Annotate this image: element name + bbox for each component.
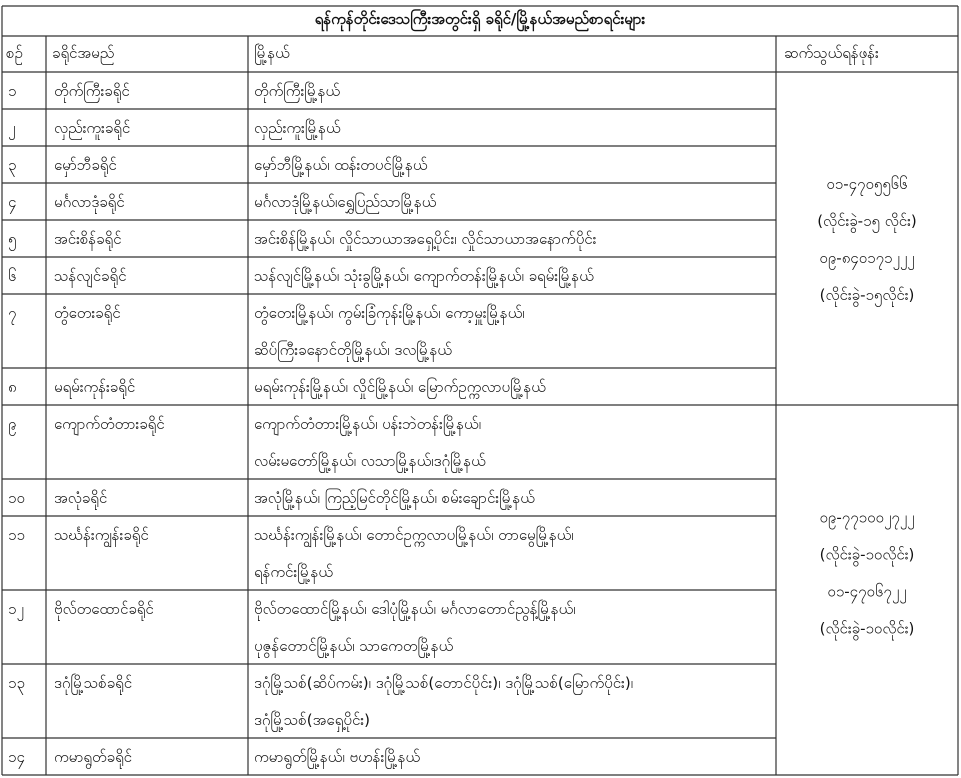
district-name: ဒဂုံမြို့သစ်ခရိုင် xyxy=(54,674,133,692)
row-number: ၃ xyxy=(8,156,17,174)
district-name: မှော်ဘီခရိုင် xyxy=(54,156,117,174)
contact-phone: ၀၉-၈၄၀၁၇၁၂၂၂ xyxy=(819,249,915,267)
district-name: တိုက်ကြီးခရိုင် xyxy=(54,82,130,100)
district-name: သန်လျင်ခရိုင် xyxy=(54,267,127,285)
township-list: ဆိပ်ကြီးခနောင်တိုမြို့နယ်၊ ဒလမြို့နယ် xyxy=(254,341,452,359)
township-list: တွံတေးမြို့နယ်၊ ကွမ်းခြံကုန်းမြို့နယ်၊ ကော့မှူးမြို့နယ်၊ xyxy=(254,304,525,322)
contact-phone: (လိုင်းခွဲ-၁၅လိုင်း) xyxy=(819,286,915,304)
row-number: ၁ xyxy=(8,82,17,100)
township-list: တိုက်ကြီးမြို့နယ် xyxy=(254,82,341,100)
contact-phone: ၀၁-၄၇၀၆၇၂၂ xyxy=(827,582,907,601)
township-list: ဒဂုံမြို့သစ်(ဆိပ်ကမ်း)၊ ဒဂုံမြို့သစ်(တောင်ပိုင်း)၊ ဒဂုံမြို့သစ်(မြောက်ပိုင်း)၊ xyxy=(254,674,634,692)
row-number: ၂ xyxy=(8,119,16,137)
district-name: ကမာရွတ်ခရိုင် xyxy=(54,748,133,766)
township-list: မင်္ဂလာဒုံမြို့နယ်၊ရွှေပြည်သာမြို့နယ် xyxy=(254,193,437,211)
township-list: ဒဂုံမြို့သစ်(အရှေ့ပိုင်း) xyxy=(254,711,370,729)
township-list: လမ်းမတော်မြို့နယ်၊ လသာမြို့နယ်၊ဒဂုံမြို့နယ် xyxy=(254,452,486,470)
row-number: ၁၀ xyxy=(8,489,25,507)
row-number: ၆ xyxy=(8,267,17,285)
district-name: လှည်းကူးခရိုင် xyxy=(54,119,131,137)
header-district: ခရိုင်အမည် xyxy=(52,44,115,62)
contact-phone: (လိုင်းခွဲ-၁၀လိုင်း) xyxy=(819,619,915,638)
township-list: သန်လျင်မြို့နယ်၊ သုံးခွမြို့နယ်၊ ကျောက်တန်းမြို့နယ်၊ ခရမ်းမြို့နယ် xyxy=(254,267,594,285)
header-township: မြို့နယ် xyxy=(254,44,290,62)
header-contact: ဆက်သွယ်ရန်ဖုန်း xyxy=(784,44,879,62)
district-name: တွံတေးခရိုင် xyxy=(54,304,121,322)
township-list: အလုံမြို့နယ်၊ ကြည့်မြင်တိုင်မြို့နယ်၊ စမ်းချောင်းမြို့နယ် xyxy=(254,489,535,507)
district-name: မရမ်းကုန်းခရိုင် xyxy=(54,378,136,396)
district-name: အင်းစိန်ခရိုင် xyxy=(54,230,122,248)
row-number: ၁၄ xyxy=(8,748,25,766)
township-list: ကမာရွတ်မြို့နယ်၊ ဗဟန်းမြို့နယ် xyxy=(254,748,421,766)
contact-phone: ၀၁-၄၇၀၅၅၆၆ xyxy=(826,175,908,193)
township-list: ဗိုလ်တထောင်မြို့နယ်၊ ဒေါပုံမြို့နယ်၊ မင်္ဂလာတောင်ညွန့်မြို့နယ်၊ xyxy=(254,600,576,618)
township-list: ပုဇွန်တောင်မြို့နယ်၊ သာကေတမြို့နယ် xyxy=(254,637,454,655)
district-name: ကျောက်တံတားခရိုင် xyxy=(54,415,165,433)
township-list: အင်းစိန်မြို့နယ်၊ လှိုင်သာယာအရှေ့ပိုင်း၊ လှိုင်သာယာအနောက်ပိုင်း xyxy=(254,230,597,248)
row-number: ၁၂ xyxy=(8,600,24,618)
row-number: ၁၁ xyxy=(8,526,25,544)
row-number: ၅ xyxy=(8,230,17,248)
row-number: ၄ xyxy=(8,193,17,211)
page-title: ရန်ကုန်တိုင်းဒေသကြီးအတွင်းရှိ ခရိုင်/မြို့နယ်အမည်စာရင်းများ xyxy=(314,10,646,28)
row-number: ၉ xyxy=(8,415,17,433)
township-list: ကျောက်တံတားမြို့နယ်၊ ပန်းဘဲတန်းမြို့နယ်၊ xyxy=(254,415,481,433)
row-number: ၈ xyxy=(8,378,17,396)
header-no: စဉ် xyxy=(6,44,23,62)
district-name: သင်္ဃန်းကျွန်းခရိုင် xyxy=(54,526,149,544)
township-list: သင်္ဃန်းကျွန်းမြို့နယ်၊ တောင်ဥက္ကလာပမြို့နယ်၊ တာမွေမြို့နယ်၊ xyxy=(254,526,574,544)
township-list: ရန်ကင်းမြို့နယ် xyxy=(254,563,333,581)
district-name: အလုံခရိုင် xyxy=(54,489,108,507)
contact-phone: (လိုင်းခွဲ-၁၅ လိုင်း) xyxy=(817,212,917,230)
contact-phone: ၀၉-၇၇၁၀၀၂၇၂၂ xyxy=(819,508,915,527)
township-list: မှော်ဘီမြို့နယ်၊ ထန်းတပင်မြို့နယ် xyxy=(254,156,428,174)
row-number: ၇ xyxy=(8,304,17,322)
district-name: မင်္ဂလာဒုံခရိုင် xyxy=(54,193,125,211)
contact-phone: (လိုင်းခွဲ-၁၀လိုင်း) xyxy=(819,545,915,564)
township-list: လှည်းကူးမြို့နယ် xyxy=(254,119,341,137)
row-number: ၁၃ xyxy=(8,674,25,692)
district-name: ဗိုလ်တထောင်ခရိုင် xyxy=(54,600,154,618)
township-list: မရမ်းကုန်းမြို့နယ်၊ လှိုင်မြို့နယ်၊ မြောက်ဥက္ကလာပမြို့နယ် xyxy=(254,378,546,396)
